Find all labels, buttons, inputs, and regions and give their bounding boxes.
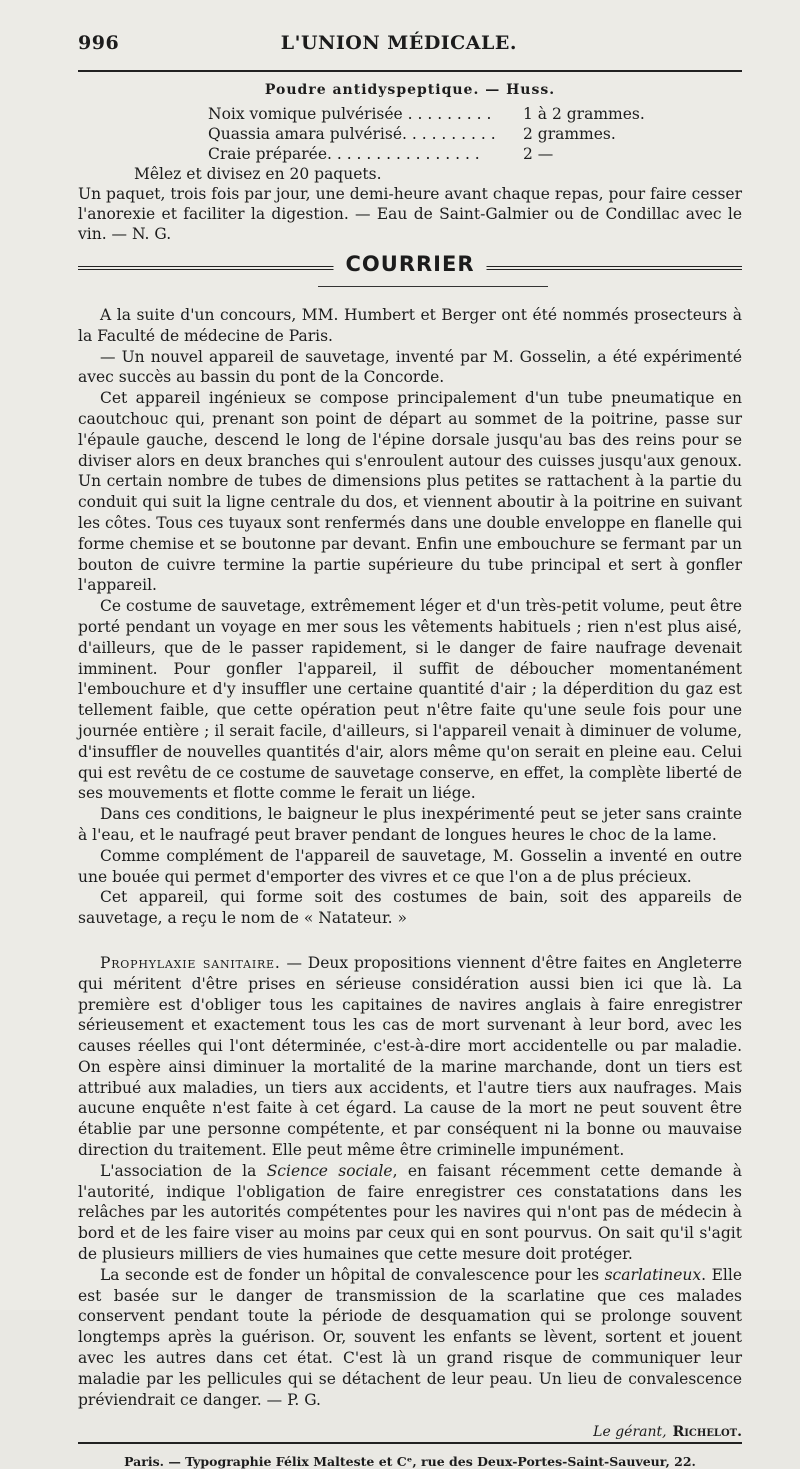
paragraph bbox=[78, 1265, 742, 1411]
formula-title: Poudre antidyspeptique. — Huss. bbox=[264, 82, 556, 98]
text-run: La seconde est de fonder un hôpital de convalescence pour les bbox=[100, 1265, 605, 1284]
ingredient-row bbox=[208, 104, 742, 124]
italic-run: scarlatineux bbox=[604, 1265, 702, 1284]
paragraph: — Un nouvel appareil de sauvetage, inventé par M. Gosselin, a été expérimenté avec succès au bassin du pont de la Concorde. bbox=[78, 347, 742, 387]
ingredient-name: Quassia amara pulvérisé. . . . . . . . . . bbox=[208, 125, 496, 143]
paragraph: A la suite d'un concours, MM. Humbert et Berger ont été nommés prosecteurs à la Faculté de médecine de Paris. bbox=[78, 306, 742, 345]
paragraph bbox=[78, 1161, 742, 1265]
prophylaxie-text: — Deux propositions viennent d'être faites en Angleterre qui méritent d'être prises en sérieuse considération aussi bien ici que là. La première est d'obliger tous les capitaines de navires anglais à faire enregistrer sérieusement et exactement tous les cas de mort survenant à leur bord, avec les causes réelles qui l'ont déterminée, c'est-à-dire mort accidentelle ou par maladie. On espère ainsi diminuer la mortalité de la marine marchande, dont un tiers est attribué aux maladies, un tiers aux accidents, et l'autre tiers aux naufrages. Mais aucune enquête n'est faite à cet égard. La cause de la mort ne peut souvent être établie par une personne compétente, et par conséquent ni la bonne ou mauvaise direction du traitement. Elle peut même être criminelle impunément. bbox=[78, 953, 742, 1160]
italic-run: Science sociale bbox=[266, 1161, 393, 1180]
ingredient-name: Noix vomique pulvérisée . . . . . . . . . bbox=[208, 105, 492, 123]
section-underline bbox=[318, 286, 548, 287]
section-heading bbox=[78, 252, 742, 284]
signature-label: Le gérant, bbox=[593, 1424, 667, 1441]
formula-note: Un paquet, trois fois par jour, une demi-heure avant chaque repas, pour faire cesser l'anorexie et faciliter la digestion. — Eau de Saint-Galmier ou de Condillac avec le vin. — N. G. bbox=[78, 185, 742, 243]
ingredient-name: Craie préparée. . . . . . . . . . . . . . . . bbox=[208, 145, 480, 163]
paragraph: Cet appareil, qui forme soit des costumes de bain, soit des appareils de sauvetage, a reçu le nom de « Natateur. » bbox=[78, 888, 742, 928]
ingredient-qty: 2 — bbox=[523, 145, 554, 163]
text-run: , en faisant récemment cette demande à l'autorité, indique l'obligation de faire enregistrer ces constatations dans les relâches par les autorités compétentes pour les navires qui n'ont pas de médecin à bord et de les faire viser au moins par ceux qui en sont pourvus. On sait qu'il s'agit de plusieurs milliers de vies humaines que cette mesure doit protéger. bbox=[78, 1161, 742, 1264]
running-title: L'UNION MÉDICALE. bbox=[280, 32, 517, 54]
imprint-footer: Paris. — Typographie Félix Malteste et Cᵉ, rue des Deux-Portes-Saint-Sauveur, 22. bbox=[124, 1454, 696, 1469]
ingredient-row bbox=[208, 124, 742, 144]
formula-ingredients bbox=[208, 104, 742, 164]
footer-rule bbox=[78, 1442, 742, 1444]
page-header bbox=[78, 32, 742, 62]
section-title: COURRIER bbox=[334, 252, 487, 276]
article-body bbox=[78, 305, 742, 1410]
page-number: 996 bbox=[78, 32, 120, 54]
ingredient-qty: 1 à 2 grammes. bbox=[523, 105, 645, 123]
paragraph: Comme complément de l'appareil de sauvetage, M. Gosselin a inventé en outre une bouée qui permet d'emporter des vivres et ce que l'on a de plus précieux. bbox=[78, 846, 742, 886]
paragraph: Dans ces conditions, le baigneur le plus inexpérimenté peut se jeter sans crainte à l'eau, et le naufragé peut braver pendant de longues heures le choc de la lame. bbox=[78, 805, 742, 844]
text-run: . Elle est basée sur le danger de transmission de la scarlatine que ces malades conservent pendant toute la période de desquamation qui se prolonge souvent longtemps après la guérison. Or, souvent les enfants se lèvent, sortent et jouent avec les autres dans cet état. C'est là un grand risque de communiquer leur maladie par les pellicules qui se détachent de leur peau. Un lieu de convalescence préviendrait ce danger. — P. G. bbox=[78, 1265, 742, 1409]
formula-mix: Mêlez et divisez en 20 paquets. bbox=[134, 165, 382, 183]
prophylaxie-heading: Prophylaxie sanitaire. bbox=[100, 953, 281, 972]
signature-name: Richelot. bbox=[672, 1424, 742, 1441]
paragraph: Ce costume de sauvetage, extrêmement léger et d'un très-petit volume, peut être porté pendant un voyage en mer sous les vêtements habituels ; rien n'est plus aisé, d'ailleurs, que de le passer rapidement, si le danger de faire naufrage devenait imminent. Pour gonfler l'appareil, il suffit de déboucher momentanément l'embouchure et d'y insuffler une certaine quantité d'air ; la déperdition du gaz est tellement faible, que cette opération peut n'être faite qu'une seule fois pour une journée entière ; il serait facile, d'ailleurs, si l'appareil venait à diminuer de volume, d'insuffler de nouvelles quantités d'air, alors même qu'on serait en pleine eau. Celui qui est revêtu de ce costume de sauvetage conserve, en effet, la complète liberté de ses mouvements et flotte comme le ferait un liége. bbox=[78, 597, 742, 803]
signature bbox=[78, 1424, 742, 1440]
header-rule bbox=[78, 70, 742, 72]
paragraph: Cet appareil ingénieux se compose principalement d'un tube pneumatique en caoutchouc qui, prenant son point de départ au sommet de la poitrine, passe sur l'épaule gauche, descend le long de l'épine dorsale jusqu'au bas des reins pour se diviser alors en deux branches qui s'enroulent autour des cuisses jusqu'aux genoux. Un certain nombre de tubes de dimensions plus petites se rattachent à la partie du conduit qui suit la ligne centrale du dos, et viennent aboutir à la poitrine en suivant les côtes. Tous ces tuyaux sont renfermés dans une double enveloppe en flanelle qui forme chemise et se boutonne par devant. Enfin une embouchure se fermant par un bouton de cuivre termine la partie supérieure du tube principal et sert à gonfler l'appareil. bbox=[78, 389, 742, 595]
prophylaxie-paragraph bbox=[78, 953, 742, 1161]
text-run: L'association de la bbox=[100, 1161, 267, 1180]
ingredient-qty: 2 grammes. bbox=[523, 125, 616, 143]
ingredient-row bbox=[208, 144, 742, 164]
